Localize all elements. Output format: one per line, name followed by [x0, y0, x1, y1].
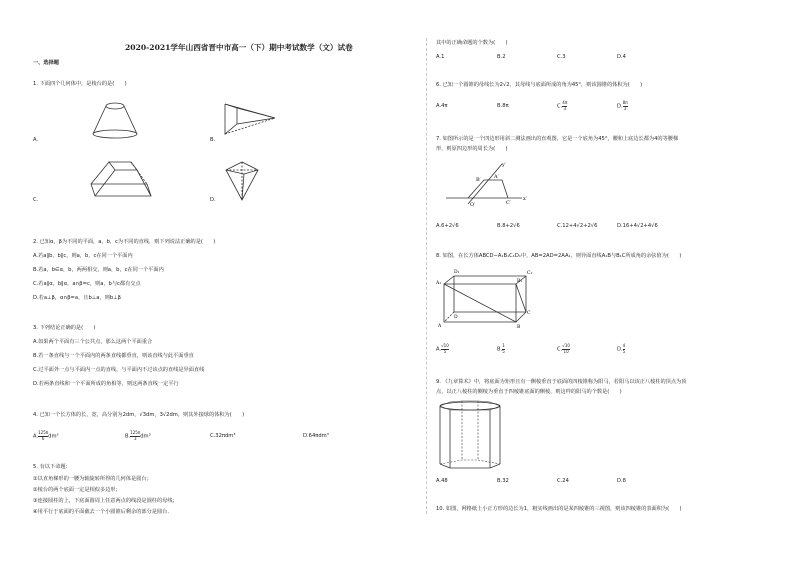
column-divider — [426, 38, 427, 514]
q1-figure-d-bipyramid — [222, 158, 262, 204]
page-title: 2020-2021学年山西省晋中市高一（下）期中考试数学（文）试卷 — [125, 43, 353, 52]
q1-label-d: D. — [210, 197, 216, 203]
q2-option-a: A.若a∥b，b∥c，则a，b，c在同一个平面内 — [33, 253, 133, 259]
q7-trapezoid-figure — [446, 160, 526, 208]
q7-label-x: x′ — [523, 196, 527, 202]
q7-option-a: A.6+2√6 — [436, 223, 459, 229]
q7-option-d: D.16+4√2+4√6 — [617, 223, 658, 229]
q8-label-d: D — [454, 315, 458, 320]
q5-option-b: B.2 — [497, 54, 506, 60]
q3-option-b: B.若一条直线与一个平面内的两条直线都垂直，则该直线与此平面垂直 — [33, 353, 194, 359]
q8-label-c: C — [527, 311, 531, 316]
q6-option-c: C. $\frac{4\pi}{3}$ — [557, 100, 568, 111]
q6-option-d: D. $\frac{8\pi}{3}$ — [617, 100, 628, 111]
question-1-stem: 1. 下面四个几何体中，是棱台的是( ) — [33, 81, 127, 87]
q7-option-b: B.8+2√6 — [497, 223, 520, 229]
q7-label-b: B′ — [476, 177, 481, 183]
question-8-stem: 8. 如图，在长方体ABCD−A₁B₁C₁D₁中，AB=2AD=2AA₁，则异面直线A₁B与B₁C所成角的余弦值为( ) — [436, 253, 682, 259]
q1-figure-c-frustum — [85, 158, 155, 202]
question-9-stem-line1: 9. 《九章算术》中，将底面为矩形且有一侧棱垂直于底面的四棱锥称为阳马，若阳马以该正八棱柱的顶点为顶 — [436, 379, 687, 385]
question-10-stem: 10. 如图，网格纸上小正方形的边长为1，粗实线画出的是某四棱锥的三视图，则该四棱锥的表面积为( ) — [436, 506, 682, 512]
q8-option-c: C. $\frac{√10}{10}$ — [557, 343, 570, 354]
q8-option-a: A. $\frac{√10}{5}$ — [436, 343, 449, 354]
q5-continuation-stem: 其中的正确命题的个数为( ) — [436, 40, 508, 46]
q5-item-1: ①以直角梯形的一腰为轴旋转所得的几何体是圆台； — [33, 476, 152, 482]
q4-option-c: C.32πdm³ — [210, 433, 236, 439]
q7-label-c: C′ — [506, 200, 511, 206]
q4-option-d: D.64πdm³ — [303, 433, 329, 439]
q5-option-d: D.4 — [617, 54, 626, 60]
q8-label-c1: C₁ — [527, 271, 533, 276]
question-9-stem-line2: 点，以正八棱柱的侧棱为垂直于四棱锥底面的侧棱，则这样的阳马的个数是( ) — [436, 389, 622, 395]
q3-option-d: D.若两条直线和一个平面所成的角相等，则这两条直线一定平行 — [33, 381, 179, 387]
q8-label-d1: D₁ — [454, 270, 460, 275]
q5-item-3: ③连接圆柱的上，下底面圆周上任意两点的线段是圆柱的母线； — [33, 498, 178, 504]
question-3-stem: 3. 下列结论正确的是( ) — [33, 325, 96, 331]
question-7-stem-line1: 7. 如图所示的是一个四边形用斜二测法画出的直观图，它是一个底角为45°，腰和上底边长都为4的等腰梯 — [436, 136, 679, 142]
section-heading: 一、选择题 — [33, 60, 59, 66]
q3-option-c: C.过平面外一点与平面内一点的直线，与平面内不过该点的直线是异面直线 — [33, 367, 205, 373]
q8-label-b: B — [517, 325, 521, 330]
q7-label-o: O′ — [470, 202, 476, 208]
question-6-stem: 6. 已知一个圆锥的母线长为2√2，其母线与底面所成的角为45°，则该圆锥的体积为( ) — [436, 82, 643, 88]
q1-figure-a-truncated-cone — [85, 100, 145, 140]
q5-item-4: ④用平行于底面的平面截去一个小圆锥后剩余的部分是圆台. — [33, 509, 169, 515]
question-5-stem: 5. 有以下命题： — [33, 464, 71, 470]
q8-label-b1: B₁ — [517, 279, 523, 284]
q1-label-a: A. — [33, 137, 39, 143]
q5-option-a: A.1 — [436, 54, 445, 60]
q5-option-c: C.3 — [557, 54, 566, 60]
q1-label-c: C. — [33, 197, 39, 203]
q2-option-d: D.若a⊥β，α∩β=a，且b⊥a，则b⊥β — [33, 295, 121, 301]
q8-label-a: A — [438, 324, 442, 329]
q5-item-2: ②棱台的两个底面一定是相似多边形； — [33, 487, 121, 493]
q2-option-b: B.若a，b∈α，b，两两相交，则a，b，c在同一个平面内 — [33, 267, 164, 273]
q7-label-a: A′ — [494, 174, 499, 180]
q2-option-c: C.若a∥α，b∥α，a∩β=c，则a，b与c都有交点 — [33, 281, 141, 287]
question-2-stem: 2. 已知α，β为不同的平面，a，b，c为不同的直线，则下列说法正确的是( ) — [33, 239, 216, 245]
q9-option-b: B.32 — [497, 478, 509, 484]
q8-option-b: B. $\frac{1}{5}$ — [497, 343, 505, 354]
q8-label-a1: A₁ — [436, 281, 442, 286]
q4-option-b: B. $\frac{125\pi}{3}$ dm³ — [125, 430, 151, 441]
q8-cuboid-figure — [436, 266, 536, 328]
q7-label-y: y′ — [502, 162, 506, 168]
q6-option-a: A.4π — [436, 103, 448, 109]
q9-option-c: C.24 — [557, 478, 569, 484]
question-7-stem-line2: 形，则原四边形的周长为( ) — [436, 146, 508, 152]
q6-option-b: B.8π — [497, 103, 509, 109]
q3-option-a: A.如果两个平面有三个公共点，那么这两个平面重合 — [33, 339, 153, 345]
q9-octagonal-prism-figure — [436, 400, 504, 470]
question-4-stem: 4. 已知一个长方体的长，宽，高分别为2dm，√3dm，3√2dm，则其外接球的体积为( ) — [33, 412, 245, 418]
q8-option-d: D. $\frac{4}{5}$ — [617, 343, 626, 354]
q1-label-b: B. — [210, 137, 216, 143]
q9-option-d: D.8 — [617, 478, 626, 484]
q1-figure-b-pyramid — [217, 98, 277, 144]
q4-option-a: A. $\frac{125\pi}{6}$ dm³ — [33, 430, 59, 441]
q7-option-c: C.12+4√2+2√6 — [557, 223, 598, 229]
q9-option-a: A.48 — [436, 478, 448, 484]
